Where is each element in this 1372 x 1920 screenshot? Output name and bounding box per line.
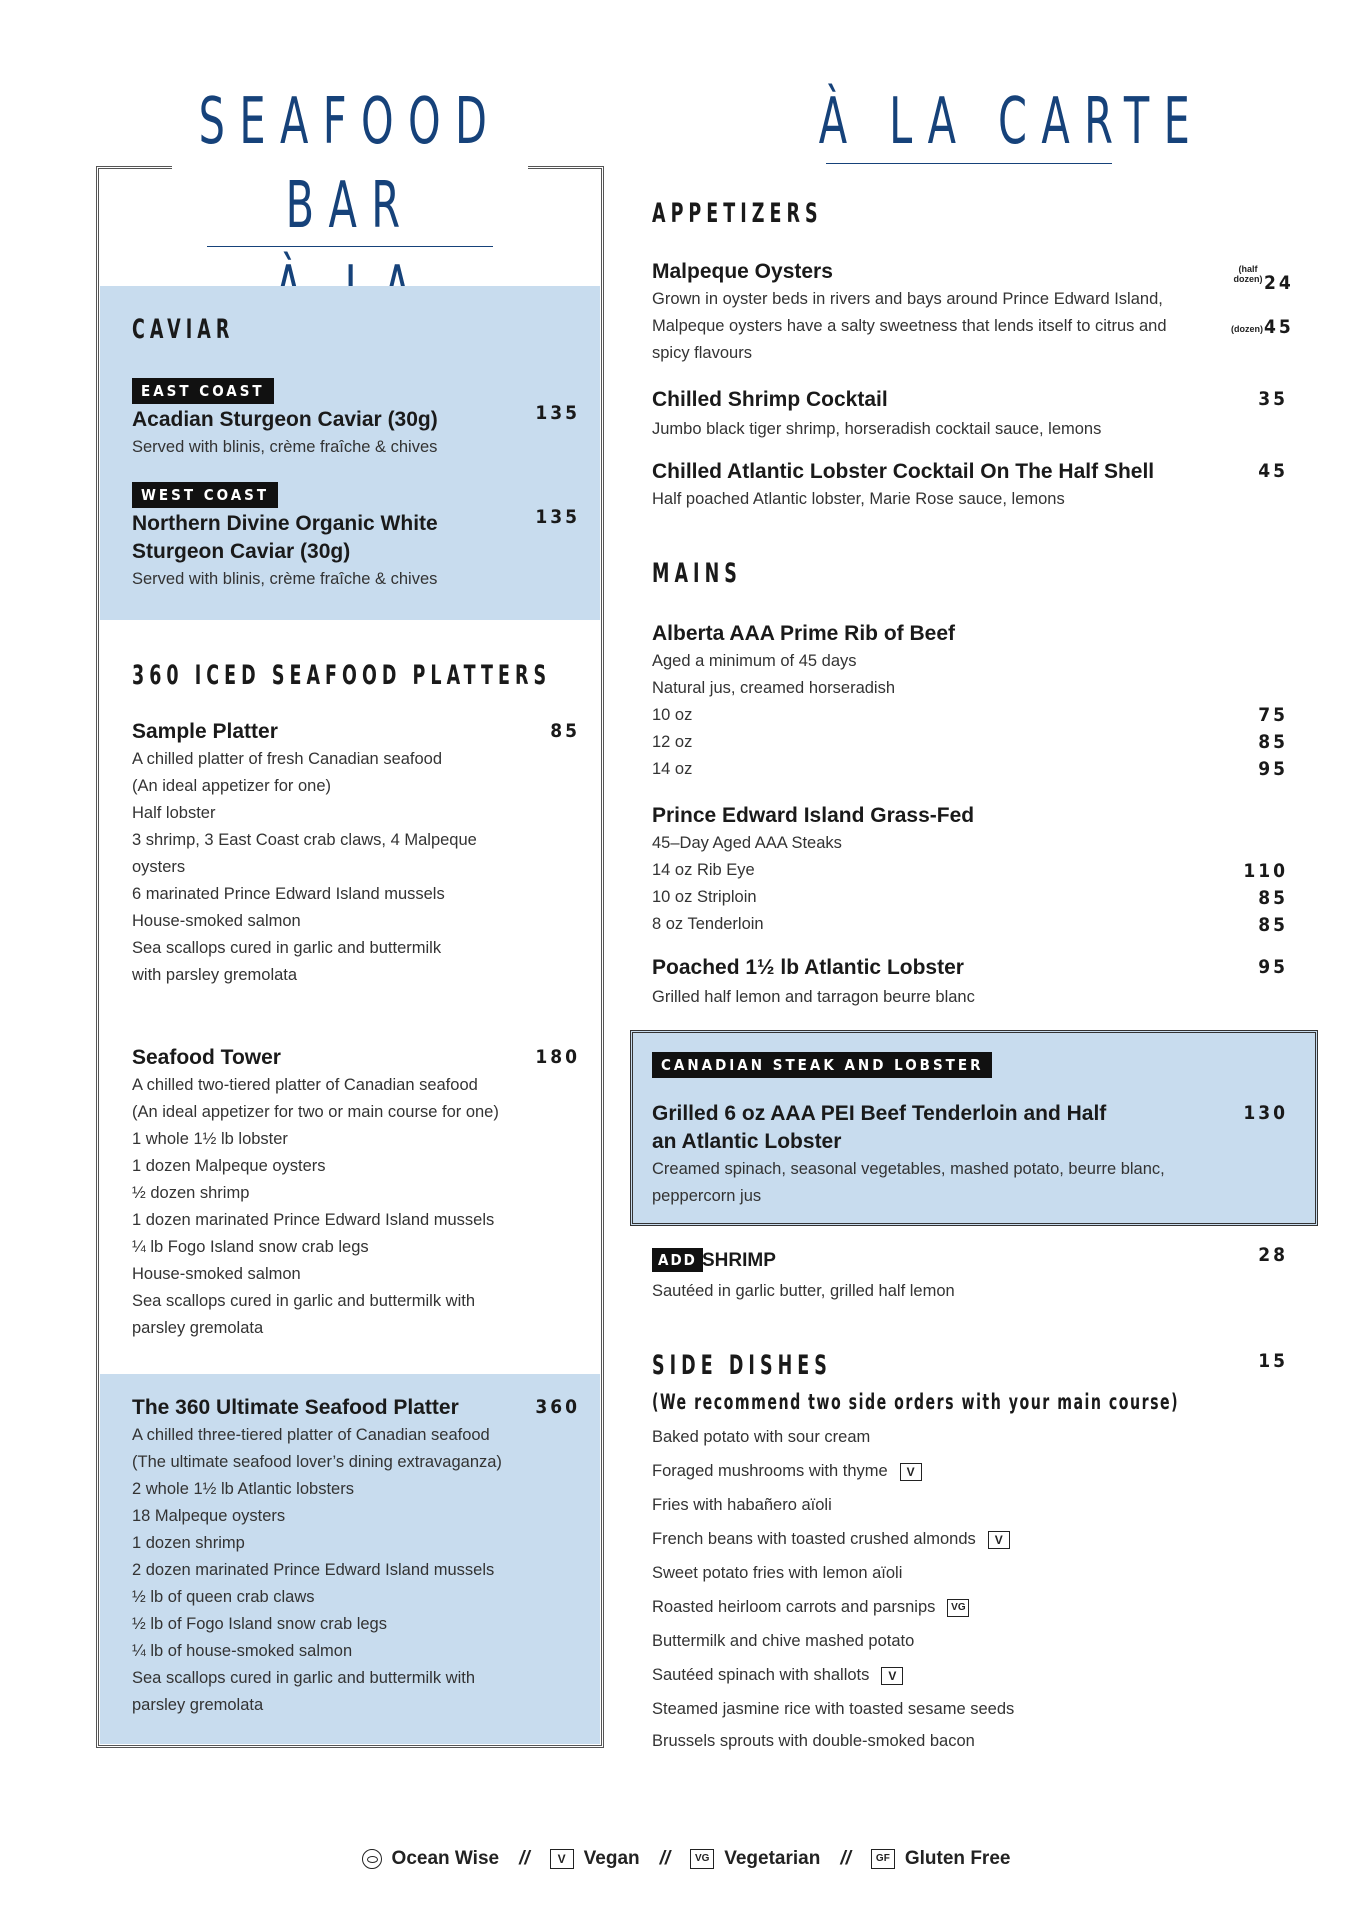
tower-line: A chilled two-tiered platter of Canadian seafood <box>132 1076 478 1094</box>
legend-vegetarian: Vegetarian <box>724 1848 821 1869</box>
add-shrimp-price: 28 <box>1258 1244 1288 1266</box>
shrimp-cocktail-desc: Jumbo black tiger shrimp, horseradish cocktail sauce, lemons <box>652 420 1102 438</box>
ultimate-platter-desc <box>132 1422 502 1719</box>
legend-separator: // <box>519 1848 530 1869</box>
pei-steaks-name: Prince Edward Island Grass-Fed <box>652 804 975 827</box>
lobster-cocktail-name: Chilled Atlantic Lobster Cocktail On The Half Shell <box>652 460 1155 483</box>
side-label: Brussels sprouts with double-smoked bacon <box>652 1732 975 1750</box>
ultimate-line: parsley gremolata <box>132 1696 264 1714</box>
ultimate-line: ½ lb of queen crab claws <box>132 1588 315 1606</box>
appetizers-heading: APPETIZERS <box>652 198 823 229</box>
northern-divine-caviar-price: 135 <box>535 506 580 528</box>
poached-lobster-desc: Grilled half lemon and tarragon beurre blanc <box>652 988 975 1006</box>
title-underline <box>207 246 493 247</box>
northern-divine-caviar-name-line1: Northern Divine Organic White <box>132 512 438 535</box>
ultimate-line: ½ lb of Fogo Island snow crab legs <box>132 1615 387 1633</box>
side-item <box>652 1632 914 1651</box>
northern-divine-caviar-desc: Served with blinis, crème fraîche & chives <box>132 570 438 588</box>
sample-platter-name: Sample Platter <box>132 720 278 743</box>
seafood-bar-title-line1: SEAFOOD BAR <box>198 85 502 243</box>
side-dishes-price: 15 <box>1258 1350 1288 1372</box>
malpeque-oysters-desc <box>652 286 1167 367</box>
ultimate-line: A chilled three-tiered platter of Canadian seafood <box>132 1426 490 1444</box>
oysters-line: spicy flavours <box>652 344 752 362</box>
steak-lobster-desc-line1: Creamed spinach, seasonal vegetables, mashed potato, beurre blanc, <box>652 1160 1165 1178</box>
half-dozen-qualifier <box>1230 264 1266 284</box>
steak-lobster-desc <box>652 1156 1165 1210</box>
striploin-price: 85 <box>1258 887 1288 909</box>
add-shrimp-label: SHRIMP <box>702 1250 776 1271</box>
caviar-heading: CAVIAR <box>132 314 235 345</box>
tower-line: (An ideal appetizer for two or main course for one) <box>132 1103 499 1121</box>
east-coast-tag: EAST COAST <box>132 378 274 404</box>
sample-line: Half lobster <box>132 804 216 822</box>
prime-rib-14oz-price: 95 <box>1258 758 1288 780</box>
pei-cut: 14 oz Rib Eye <box>652 861 755 879</box>
sample-line: with parsley gremolata <box>132 966 298 984</box>
northern-divine-caviar-name-line2: Sturgeon Caviar (30g) <box>132 540 351 563</box>
prime-rib-size: 10 oz <box>652 706 693 724</box>
side-item <box>652 1666 903 1685</box>
sample-line: A chilled platter of fresh Canadian seafood <box>132 750 443 768</box>
ultimate-line: 2 dozen marinated Prince Edward Island mussels <box>132 1561 495 1579</box>
sample-line: 6 marinated Prince Edward Island mussels <box>132 885 445 903</box>
add-tag: ADD <box>652 1248 703 1272</box>
prime-rib-desc <box>652 648 895 783</box>
ultimate-platter-price: 360 <box>535 1396 580 1418</box>
tower-line: House-smoked salmon <box>132 1265 301 1283</box>
side-item <box>652 1496 832 1515</box>
sample-platter-desc <box>132 746 477 989</box>
lobster-cocktail-desc: Half poached Atlantic lobster, Marie Rose sauce, lemons <box>652 490 1065 508</box>
rib-eye-price: 110 <box>1243 860 1288 882</box>
prime-rib-size: 12 oz <box>652 733 693 751</box>
tower-line: ½ dozen shrimp <box>132 1184 250 1202</box>
gluten-free-badge: GF <box>871 1849 895 1869</box>
half-dozen-line1: (half <box>1238 264 1258 274</box>
side-dishes-note: (We recommend two side orders with your main course) <box>652 1390 1180 1414</box>
legend-separator: // <box>659 1848 671 1869</box>
side-item <box>652 1428 870 1447</box>
add-shrimp-desc: Sautéed in garlic butter, grilled half lemon <box>652 1282 955 1300</box>
ultimate-line: 1 dozen shrimp <box>132 1534 245 1552</box>
dietary-legend <box>0 1848 1372 1870</box>
prime-rib-12oz-price: 85 <box>1258 731 1288 753</box>
legend-gluten-free: Gluten Free <box>904 1848 1011 1869</box>
ultimate-line: 18 Malpeque oysters <box>132 1507 286 1525</box>
pei-cut: 8 oz Tenderloin <box>652 915 764 933</box>
seafood-tower-name: Seafood Tower <box>132 1046 281 1069</box>
poached-lobster-name: Poached 1½ lb Atlantic Lobster <box>652 956 964 979</box>
prime-rib-line: Aged a minimum of 45 days <box>652 652 857 670</box>
side-label: Sautéed spinach with shallots <box>652 1666 870 1684</box>
prime-rib-10oz-price: 75 <box>1258 704 1288 726</box>
acadian-caviar-name: Acadian Sturgeon Caviar (30g) <box>132 408 438 431</box>
vegan-badge: V <box>988 1531 1010 1549</box>
prime-rib-name: Alberta AAA Prime Rib of Beef <box>652 622 955 645</box>
vegetarian-badge: VG <box>947 1599 969 1617</box>
ultimate-line: ¼ lb of house-smoked salmon <box>132 1642 353 1660</box>
sample-line: (An ideal appetizer for one) <box>132 777 332 795</box>
side-label: Sweet potato fries with lemon aïoli <box>652 1564 903 1582</box>
steak-lobster-desc-line2: peppercorn jus <box>652 1187 762 1205</box>
malpeque-oysters-name: Malpeque Oysters <box>652 260 833 283</box>
shrimp-cocktail-name: Chilled Shrimp Cocktail <box>652 388 888 411</box>
side-item <box>652 1700 1014 1719</box>
side-label: Buttermilk and chive mashed potato <box>652 1632 915 1650</box>
side-label: Steamed jasmine rice with toasted sesame seeds <box>652 1700 1015 1718</box>
sample-platter-price: 85 <box>550 720 580 742</box>
steak-lobster-name-line1: Grilled 6 oz AAA PEI Beef Tenderloin and Half <box>652 1102 1107 1125</box>
side-item <box>652 1530 1010 1549</box>
steak-lobster-tag: CANADIAN STEAK AND LOBSTER <box>652 1052 992 1078</box>
tower-line: 1 dozen marinated Prince Edward Island mussels <box>132 1211 495 1229</box>
side-label: Fries with habañero aïoli <box>652 1496 832 1514</box>
tower-line: parsley gremolata <box>132 1319 264 1337</box>
ultimate-line: (The ultimate seafood lover’s dining extravaganza) <box>132 1453 502 1471</box>
side-item <box>652 1564 902 1583</box>
side-item <box>652 1462 922 1481</box>
pei-cut: 10 oz Striploin <box>652 888 757 906</box>
ultimate-line: Sea scallops cured in garlic and buttermilk with <box>132 1669 475 1687</box>
ultimate-platter-name: The 360 Ultimate Seafood Platter <box>132 1396 459 1419</box>
platters-heading: 360 ICED SEAFOOD PLATTERS <box>132 660 552 691</box>
title-underline <box>826 163 1112 164</box>
tower-line: Sea scallops cured in garlic and buttermilk with <box>132 1292 475 1310</box>
oysters-line: Malpeque oysters have a salty sweetness that lends itself to citrus and <box>652 317 1167 335</box>
sample-line: oysters <box>132 858 186 876</box>
a-la-carte-title: À LA CARTE <box>818 85 1205 159</box>
west-coast-tag: WEST COAST <box>132 482 278 508</box>
tenderloin-price: 85 <box>1258 914 1288 936</box>
legend-vegan: Vegan <box>583 1848 640 1869</box>
half-dozen-price: 24 <box>1264 272 1294 294</box>
dozen-qualifier: (dozen) <box>1231 324 1263 334</box>
seafood-tower-desc <box>132 1072 499 1342</box>
tower-line: 1 whole 1½ lb lobster <box>132 1130 288 1148</box>
lobster-cocktail-price: 45 <box>1258 460 1288 482</box>
side-label: French beans with toasted crushed almonds <box>652 1530 976 1548</box>
vegan-badge: V <box>550 1849 574 1869</box>
sample-line: 3 shrimp, 3 East Coast crab claws, 4 Malpeque <box>132 831 477 849</box>
steak-lobster-price: 130 <box>1243 1102 1288 1124</box>
sample-line: House-smoked salmon <box>132 912 301 930</box>
pei-steaks-desc <box>652 830 842 938</box>
tower-line: 1 dozen Malpeque oysters <box>132 1157 326 1175</box>
half-dozen-line2: dozen) <box>1233 274 1263 284</box>
dozen-price: 45 <box>1264 316 1294 338</box>
legend-separator: // <box>840 1848 851 1869</box>
vegetarian-badge: VG <box>690 1849 714 1869</box>
sample-line: Sea scallops cured in garlic and buttermilk <box>132 939 442 957</box>
ultimate-line: 2 whole 1½ lb Atlantic lobsters <box>132 1480 354 1498</box>
oysters-line: Grown in oyster beds in rivers and bays around Prince Edward Island, <box>652 290 1163 308</box>
side-item <box>652 1732 975 1751</box>
steak-lobster-name-line2: an Atlantic Lobster <box>652 1130 842 1153</box>
prime-rib-size: 14 oz <box>652 760 693 778</box>
side-item <box>652 1598 969 1617</box>
shrimp-cocktail-price: 35 <box>1258 388 1288 410</box>
side-label: Roasted heirloom carrots and parsnips <box>652 1598 936 1616</box>
seafood-tower-price: 180 <box>535 1046 580 1068</box>
vegan-badge: V <box>881 1667 903 1685</box>
ocean-wise-icon <box>362 1849 382 1869</box>
side-label: Foraged mushrooms with thyme <box>652 1462 888 1480</box>
mains-heading: MAINS <box>652 558 742 589</box>
side-dishes-heading: SIDE DISHES <box>652 1350 832 1381</box>
side-label: Baked potato with sour cream <box>652 1428 871 1446</box>
tower-line: ¼ lb Fogo Island snow crab legs <box>132 1238 369 1256</box>
acadian-caviar-desc: Served with blinis, crème fraîche & chives <box>132 438 438 456</box>
prime-rib-line: Natural jus, creamed horseradish <box>652 679 896 697</box>
poached-lobster-price: 95 <box>1258 956 1288 978</box>
pei-line: 45–Day Aged AAA Steaks <box>652 834 842 852</box>
vegan-badge: V <box>900 1463 922 1481</box>
legend-ocean-wise: Ocean Wise <box>391 1848 500 1869</box>
acadian-caviar-price: 135 <box>535 402 580 424</box>
